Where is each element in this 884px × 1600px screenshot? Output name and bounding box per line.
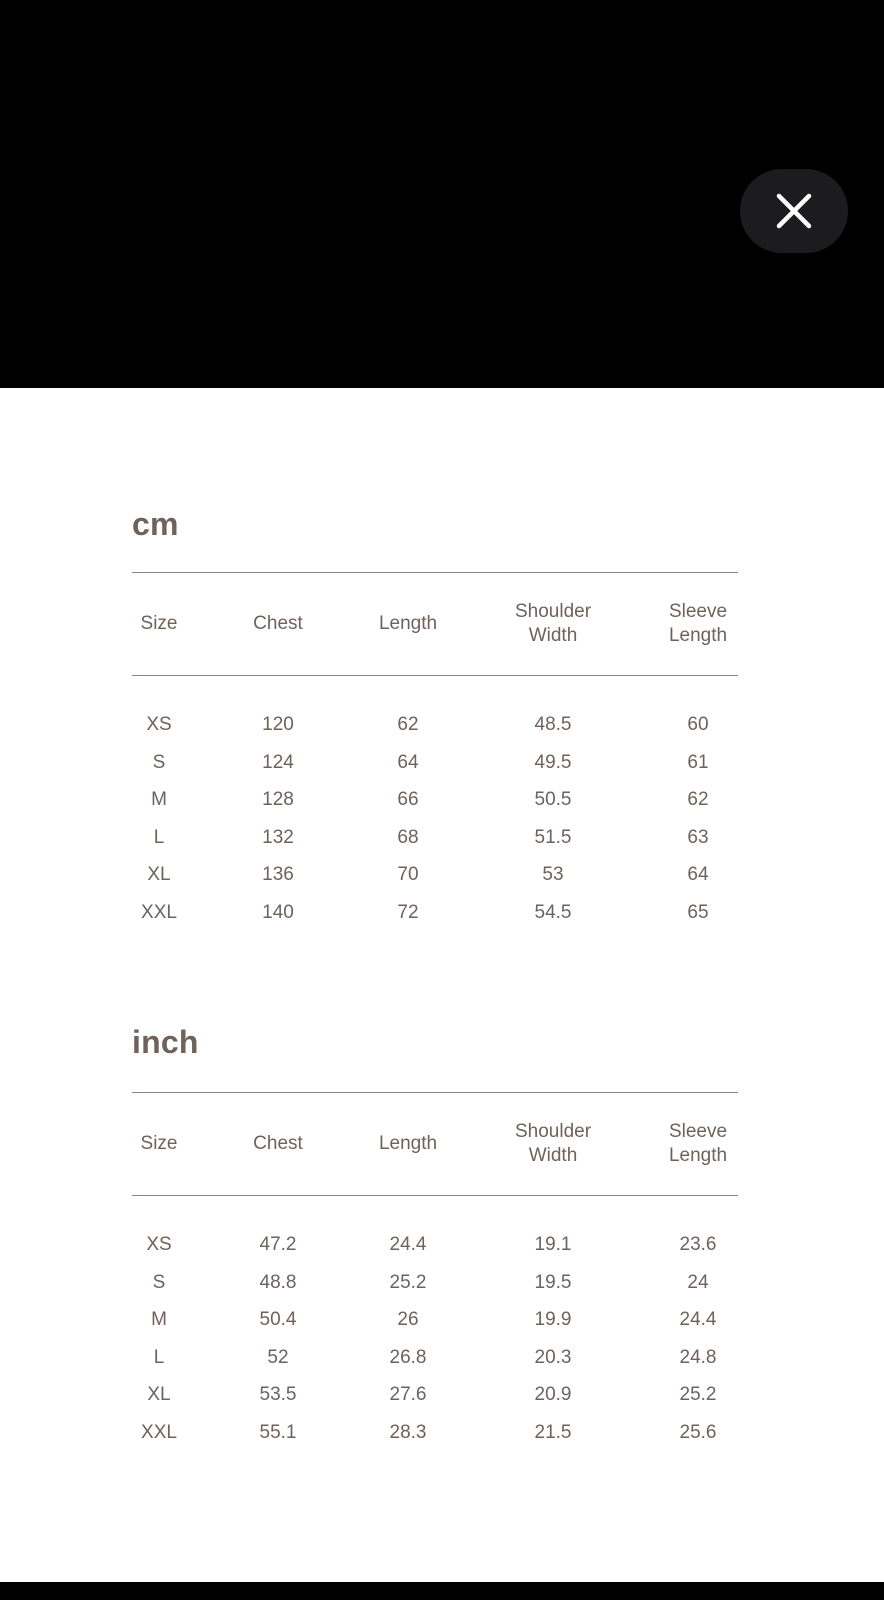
header-length: Length [378,613,438,634]
cell-chest: 140 [262,901,294,923]
cell-sleeve-length: 25.6 [679,1421,717,1443]
cell-sleeve-length: 61 [687,751,709,773]
cell-chest: 48.8 [259,1271,297,1293]
cell-size: M [151,789,167,811]
table-row [132,1376,738,1414]
close-icon [775,192,813,230]
cell-length: 72 [397,901,419,923]
cell-shoulder-width: 20.3 [534,1346,572,1368]
cell-size: XL [147,1384,171,1406]
table-row [132,781,738,819]
cell-shoulder-width: 20.9 [534,1384,572,1406]
cell-length: 68 [397,826,419,848]
header-length: Length [378,1133,438,1154]
unit-title-inch: inch [132,1024,199,1060]
table-row [132,856,738,894]
cell-sleeve-length: 25.2 [679,1384,717,1406]
cell-chest: 124 [262,751,294,773]
cell-size: XS [146,714,172,735]
table-row [132,1339,738,1377]
table-row [132,744,738,782]
size-table-inch [132,1092,738,1452]
cell-chest: 47.2 [259,1234,297,1255]
cell-chest: 55.1 [259,1421,297,1443]
cell-size: S [152,751,166,773]
cell-size: XXL [141,1421,177,1443]
cell-sleeve-length: 23.6 [679,1234,717,1255]
cell-shoulder-width: 21.5 [534,1421,572,1443]
cell-size: XL [147,864,171,886]
cell-chest: 120 [262,714,294,735]
cell-shoulder-width: 53 [542,864,564,886]
cell-size: L [153,1346,165,1368]
cell-length: 27.6 [389,1384,427,1406]
cell-length: 26 [397,1309,419,1331]
unit-title-cm: cm [132,506,179,542]
cell-length: 28.3 [389,1421,427,1443]
header-shoulder-width: Shoulder Width [514,1121,592,1166]
table-row [132,1301,738,1339]
table-body [132,1196,738,1452]
header-sleeve-length: Sleeve Length [668,1121,728,1166]
cell-size: XXL [141,901,177,923]
cell-length: 62 [397,714,419,735]
cell-sleeve-length: 63 [687,826,709,848]
cell-chest: 128 [262,789,294,811]
cell-size: XS [146,1234,172,1255]
table-body [132,676,738,932]
cell-sleeve-length: 24.4 [679,1309,717,1331]
cell-sleeve-length: 24 [687,1271,709,1293]
cell-shoulder-width: 19.1 [534,1234,572,1255]
table-row [132,1264,738,1302]
cell-length: 66 [397,789,419,811]
cell-shoulder-width: 50.5 [534,789,572,811]
table-header [132,572,738,676]
cell-sleeve-length: 24.8 [679,1346,717,1368]
cell-length: 64 [397,751,419,773]
table-row [132,819,738,857]
table-header [132,1092,738,1196]
close-button[interactable] [740,169,848,253]
header-chest: Chest [253,1133,303,1154]
table-row [132,894,738,932]
cell-size: S [152,1271,166,1293]
cell-size: M [151,1309,167,1331]
cell-sleeve-length: 65 [687,901,709,923]
cell-length: 25.2 [389,1271,427,1293]
table-row [132,706,738,744]
cell-shoulder-width: 19.5 [534,1271,572,1293]
cell-size: L [153,826,165,848]
cell-shoulder-width: 19.9 [534,1309,572,1331]
header-chest: Chest [253,613,303,634]
cell-sleeve-length: 64 [687,864,709,886]
header-shoulder-width: Shoulder Width [514,601,592,646]
cell-chest: 53.5 [259,1384,297,1406]
cell-length: 70 [397,864,419,886]
cell-length: 24.4 [389,1234,427,1255]
table-row [132,1414,738,1452]
cell-shoulder-width: 51.5 [534,826,572,848]
bottom-bar [0,1582,884,1600]
header-size: Size [140,613,178,634]
cell-shoulder-width: 49.5 [534,751,572,773]
cell-shoulder-width: 54.5 [534,901,572,923]
cell-chest: 136 [262,864,294,886]
cell-sleeve-length: 60 [687,714,709,735]
cell-sleeve-length: 62 [687,789,709,811]
cell-length: 26.8 [389,1346,427,1368]
header-sleeve-length: Sleeve Length [668,601,728,646]
size-chart-image [0,388,884,1582]
cell-chest: 52 [267,1346,289,1368]
cell-chest: 50.4 [259,1309,297,1331]
cell-shoulder-width: 48.5 [534,714,572,735]
table-row [132,1226,738,1264]
size-table-cm [132,572,738,932]
header-size: Size [140,1133,178,1154]
cell-chest: 132 [262,826,294,848]
